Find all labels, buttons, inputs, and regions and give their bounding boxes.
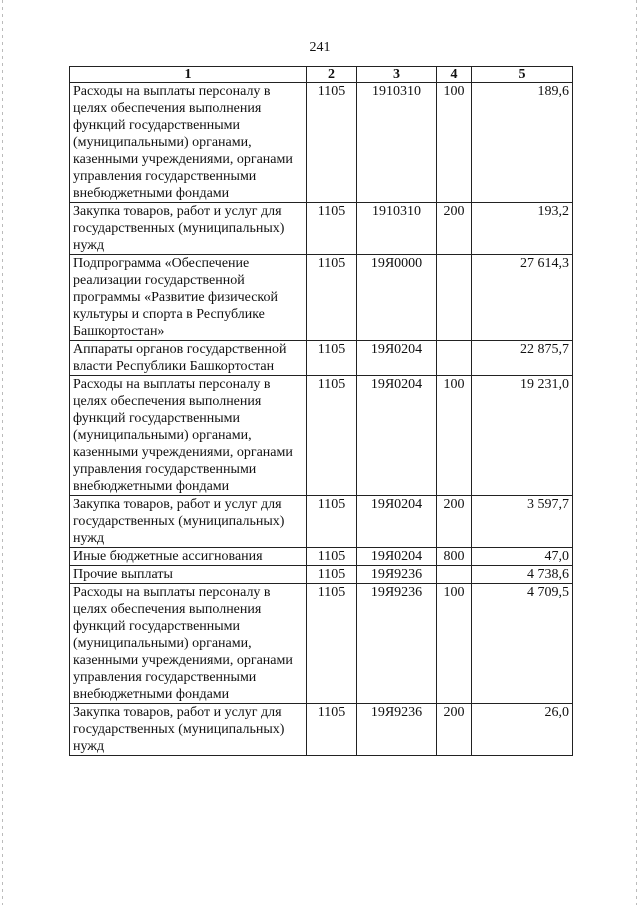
expense-type-code-cell: 200	[437, 203, 472, 255]
expense-type-code-cell: 200	[437, 704, 472, 756]
expense-type-code-cell: 800	[437, 548, 472, 566]
table-row	[70, 496, 573, 548]
target-code-cell: 1910310	[357, 83, 437, 203]
expense-name-cell: Закупка товаров, работ и услуг для государственных (муниципальных) нужд	[70, 704, 307, 756]
expense-name-cell: Закупка товаров, работ и услуг для государственных (муниципальных) нужд	[70, 496, 307, 548]
section-code-cell: 1105	[307, 548, 357, 566]
target-code-cell: 19Я0204	[357, 341, 437, 376]
table-row	[70, 376, 573, 496]
scan-edge-left	[2, 0, 3, 905]
section-code-cell: 1105	[307, 341, 357, 376]
target-code-cell: 19Я9236	[357, 704, 437, 756]
table-header	[70, 67, 573, 83]
amount-cell: 4 738,6	[472, 566, 573, 584]
header-col-4: 4	[437, 67, 472, 83]
table-row	[70, 548, 573, 566]
header-col-3: 3	[357, 67, 437, 83]
target-code-cell: 19Я0204	[357, 496, 437, 548]
expense-name-cell: Прочие выплаты	[70, 566, 307, 584]
table-row	[70, 584, 573, 704]
expense-name-cell: Подпрограмма «Обеспечение реализации государственной программы «Развитие физической культуры и спорта в Республике Башкортостан»	[70, 255, 307, 341]
expense-type-code-cell	[437, 255, 472, 341]
amount-cell: 27 614,3	[472, 255, 573, 341]
section-code-cell: 1105	[307, 584, 357, 704]
expense-type-code-cell: 100	[437, 83, 472, 203]
page-number: 241	[309, 40, 331, 55]
expense-type-code-cell	[437, 341, 472, 376]
amount-cell: 19 231,0	[472, 376, 573, 496]
target-code-cell: 19Я0204	[357, 376, 437, 496]
header-row	[70, 67, 573, 83]
scan-edge-right	[636, 0, 637, 905]
expense-name-cell: Расходы на выплаты персоналу в целях обеспечения выполнения функций государственными (муниципальными) органами, казенными учреждениями, органами управления государственными внебюджетными фондами	[70, 376, 307, 496]
target-code-cell: 1910310	[357, 203, 437, 255]
expense-name-cell: Иные бюджетные ассигнования	[70, 548, 307, 566]
amount-cell: 193,2	[472, 203, 573, 255]
expense-name-cell: Расходы на выплаты персоналу в целях обеспечения выполнения функций государственными (муниципальными) органами, казенными учреждениями, органами управления государственными внебюджетными фондами	[70, 584, 307, 704]
header-col-2: 2	[307, 67, 357, 83]
header-col-1: 1	[70, 67, 307, 83]
table-row	[70, 341, 573, 376]
amount-cell: 3 597,7	[472, 496, 573, 548]
table-body	[70, 83, 573, 756]
section-code-cell: 1105	[307, 255, 357, 341]
table-row	[70, 566, 573, 584]
section-code-cell: 1105	[307, 376, 357, 496]
table-row	[70, 83, 573, 203]
section-code-cell: 1105	[307, 83, 357, 203]
target-code-cell: 19Я0204	[357, 548, 437, 566]
expense-type-code-cell: 200	[437, 496, 472, 548]
target-code-cell: 19Я9236	[357, 584, 437, 704]
expense-name-cell: Закупка товаров, работ и услуг для государственных (муниципальных) нужд	[70, 203, 307, 255]
amount-cell: 47,0	[472, 548, 573, 566]
expense-name-cell: Расходы на выплаты персоналу в целях обеспечения выполнения функций государственными (муниципальными) органами, казенными учреждениями, органами управления государственными внебюджетными фондами	[70, 83, 307, 203]
section-code-cell: 1105	[307, 496, 357, 548]
expense-type-code-cell	[437, 566, 472, 584]
header-col-5: 5	[472, 67, 573, 83]
amount-cell: 22 875,7	[472, 341, 573, 376]
section-code-cell: 1105	[307, 704, 357, 756]
table-row	[70, 255, 573, 341]
target-code-cell: 19Я0000	[357, 255, 437, 341]
budget-table	[69, 66, 573, 756]
expense-name-cell: Аппараты органов государственной власти Республики Башкортостан	[70, 341, 307, 376]
table-row	[70, 704, 573, 756]
amount-cell: 189,6	[472, 83, 573, 203]
section-code-cell: 1105	[307, 566, 357, 584]
amount-cell: 4 709,5	[472, 584, 573, 704]
amount-cell: 26,0	[472, 704, 573, 756]
section-code-cell: 1105	[307, 203, 357, 255]
expense-type-code-cell: 100	[437, 584, 472, 704]
table-row	[70, 203, 573, 255]
expense-type-code-cell: 100	[437, 376, 472, 496]
target-code-cell: 19Я9236	[357, 566, 437, 584]
